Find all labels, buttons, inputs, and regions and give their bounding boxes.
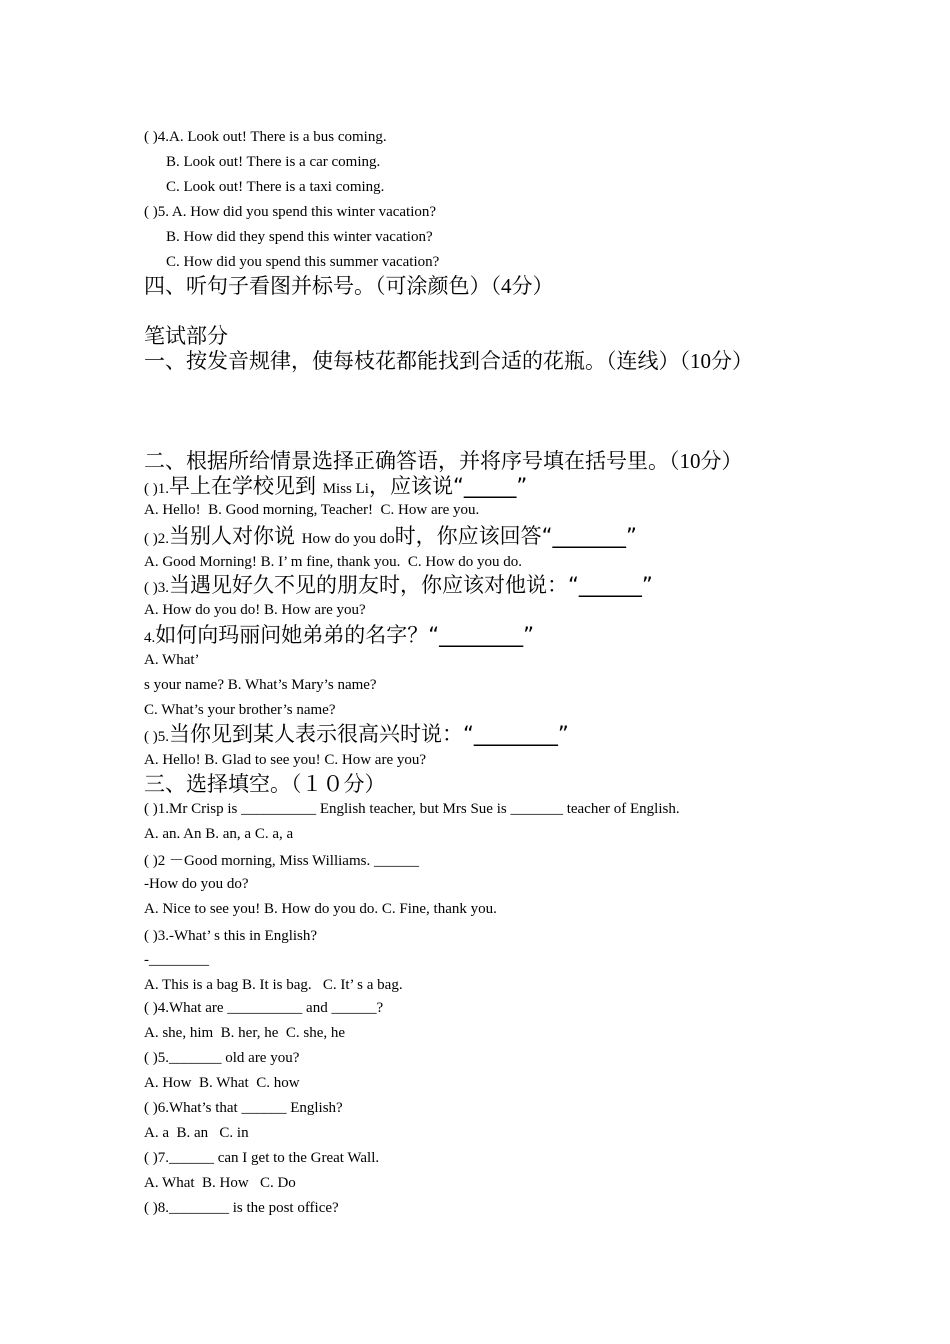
fill-q1-options: A. an. An B. an, a C. a, a: [144, 826, 294, 842]
section-4-heading: 四、听句子看图并标号。（可涂颜色）（4分）: [144, 274, 554, 298]
situation-q5-options: A. Hello! B. Glad to see you! C. How are you?: [144, 752, 427, 768]
listening-q5-c: C. How did you spend this summer vacation?: [166, 254, 440, 270]
fill-q6: ( )6.What’s that ______ English?: [144, 1100, 343, 1116]
q1-number: ( )1.: [144, 481, 169, 497]
situation-q3: [144, 572, 653, 601]
fill-q1: ( )1.Mr Crisp is __________ English teacher, but Mrs Sue is _______ teacher of English.: [144, 801, 680, 817]
situation-q1: [144, 473, 527, 502]
q5-prompt: 当你见到某人表示很高兴时说：“________”: [169, 722, 569, 746]
q5-number: ( )5.: [144, 729, 169, 745]
written-part-heading: 笔试部分: [144, 324, 228, 348]
q2-prompt-tail: 时，你应该回答“_______”: [394, 524, 637, 548]
q3-number: ( )3.: [144, 580, 169, 596]
fill-q3: ( )3.-What’ s this in English?: [144, 928, 318, 944]
situation-q4-options: A. What’: [144, 652, 200, 668]
situation-q2-options: A. Good Morning! B. I’ m fine, thank you. C. How do you do.: [144, 554, 523, 570]
fill-q3-options: A. This is a bag B. It is bag. C. It’ s a bag.: [144, 977, 403, 993]
q2-prompt: 当别人对你说: [169, 524, 302, 548]
situation-q1-options: A. Hello! B. Good morning, Teacher! C. How are you.: [144, 502, 480, 518]
written-section-2-heading: 二、根据所给情景选择正确答语，并将序号填在括号里。（10分）: [144, 449, 743, 473]
fill-q8: ( )8.________ is the post office?: [144, 1200, 339, 1216]
listening-q4-a: ( )4.A. Look out! There is a bus coming.: [144, 129, 387, 145]
fill-q5: ( )5._______ old are you?: [144, 1050, 300, 1066]
fill-q4: ( )4.What are __________ and ______?: [144, 1000, 384, 1016]
fill-q6-options: A. a B. an C. in: [144, 1125, 249, 1141]
q1-prompt-tail: ，应该说“_____”: [368, 474, 528, 498]
listening-q5-a: ( )5. A. How did you spend this winter vacation?: [144, 204, 437, 220]
written-section-1-heading: 一、按发音规律，使每枝花都能找到合适的花瓶。（连线）（10分）: [144, 349, 753, 373]
situation-q4: [144, 622, 534, 651]
q3-prompt: 当遇见好久不见的朋友时，你应该对他说：“______”: [169, 573, 653, 597]
listening-q5-b: B. How did they spend this winter vacation?: [166, 229, 433, 245]
listening-q4-c: C. Look out! There is a taxi coming.: [166, 179, 385, 195]
q1-prompt: 早上在学校见到: [169, 474, 323, 498]
situation-q4-option-c: C. What’s your brother’s name?: [144, 702, 336, 718]
fill-q4-options: A. she, him B. her, he C. she, he: [144, 1025, 346, 1041]
q1-prompt-en: Miss Li: [322, 481, 369, 497]
fill-q2-options: A. Nice to see you! B. How do you do. C. Fine, thank you.: [144, 901, 497, 917]
q4-number: 4.: [144, 630, 156, 646]
fill-q3-reply: -________: [144, 952, 209, 968]
situation-q4-options-cont: s your name? B. What’s Mary’s name?: [144, 677, 377, 693]
fill-q5-options: A. How B. What C. how: [144, 1075, 300, 1091]
listening-q4-b: B. Look out! There is a car coming.: [166, 154, 381, 170]
fill-q7: ( )7.______ can I get to the Great Wall.: [144, 1150, 380, 1166]
fill-q7-options: A. What B. How C. Do: [144, 1175, 296, 1191]
fill-q2-reply: -How do you do?: [144, 876, 249, 892]
q2-prompt-en: How do you do: [301, 531, 395, 547]
q4-prompt: 如何向玛丽问她弟弟的名字？“________”: [155, 623, 535, 647]
fill-q2: ( )2 －Good morning, Miss Williams. ______: [144, 853, 419, 869]
situation-q2: [144, 523, 637, 552]
written-section-3-heading: 三、选择填空。（１０分）: [144, 772, 386, 796]
situation-q5: [144, 721, 569, 750]
situation-q3-options: A. How do you do! B. How are you?: [144, 602, 366, 618]
q2-number: ( )2.: [144, 531, 169, 547]
